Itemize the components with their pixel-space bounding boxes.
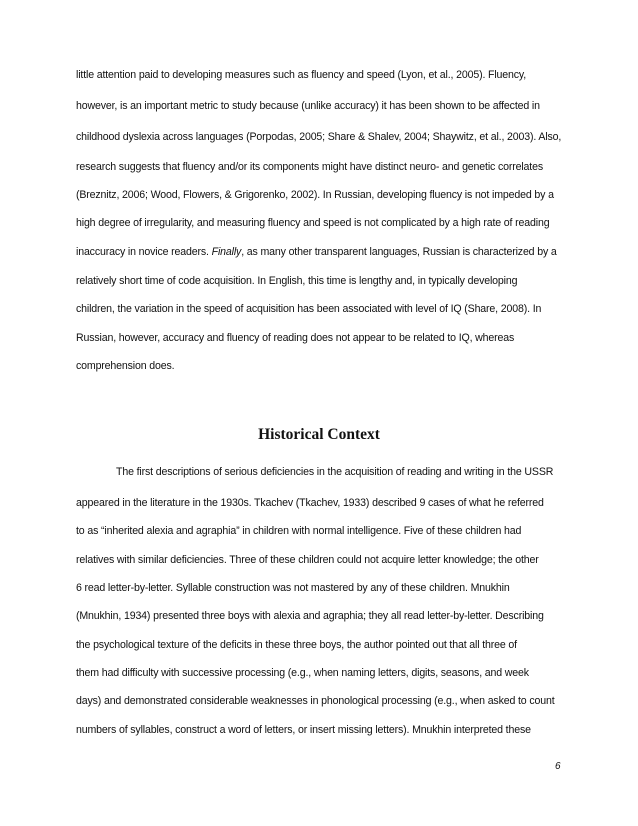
text-line: relatives with similar deficiencies. Three of these children could not acquire letter knowledge; the other [76, 554, 539, 566]
text-line [76, 245, 557, 259]
text-line: appeared in the literature in the 1930s. Tkachev (Tkachev, 1933) described 9 cases of what he referred [76, 497, 544, 509]
text-line: relatively short time of code acquisition. In English, this time is lengthy and, in typically developing [76, 275, 518, 287]
text-line: the psychological texture of the deficits in these three boys, the author pointed out that all three of [76, 639, 517, 651]
italic-word: Finally [211, 246, 242, 258]
text-line: (Breznitz, 2006; Wood, Flowers, & Grigorenko, 2002). In Russian, developing fluency is not impeded by a [76, 189, 554, 201]
text-line: childhood dyslexia across languages (Porpodas, 2005; Share & Shalev, 2004; Shaywitz, et al., 2003). Also, [76, 131, 562, 143]
section-heading: Historical Context [258, 426, 380, 443]
text-line: Russian, however, accuracy and fluency of reading does not appear to be related to IQ, whereas [76, 332, 515, 344]
text-line: to as “inherited alexia and agraphia” in children with normal intelligence. Five of these children had [76, 525, 522, 537]
text-line: numbers of syllables, construct a word of letters, or insert missing letters). Mnukhin interpreted these [76, 724, 531, 736]
text-line: high degree of irregularity, and measuring fluency and speed is not complicated by a high rate of reading [76, 217, 550, 229]
text-line: comprehension does. [76, 360, 175, 372]
text-line: 6 read letter-by-letter. Syllable construction was not mastered by any of these children. Mnukhin [76, 582, 510, 594]
text-line: (Mnukhin, 1934) presented three boys with alexia and agraphia; they all read letter-by-letter. Describing [76, 610, 544, 622]
text-line: them had difficulty with successive processing (e.g., when naming letters, digits, seasons, and week [76, 667, 529, 679]
text-line: children, the variation in the speed of acquisition has been associated with level of IQ (Share, 2008). In [76, 303, 542, 315]
text-line: The first descriptions of serious deficiencies in the acquisition of reading and writing in the USSR [116, 466, 554, 478]
text-line: however, is an important metric to study because (unlike accuracy) it has been shown to be affected in [76, 100, 540, 112]
text-span: inaccuracy in novice readers. [76, 246, 212, 258]
text-line: days) and demonstrated considerable weaknesses in phonological processing (e.g., when asked to count [76, 695, 555, 707]
text-line: little attention paid to developing measures such as fluency and speed (Lyon, et al., 2005). Fluency, [76, 69, 527, 81]
page-number: 6 [555, 761, 561, 772]
text-span: , as many other transparent languages, Russian is characterized by a [241, 246, 557, 258]
text-line: research suggests that fluency and/or its components might have distinct neuro- and genetic correlates [76, 161, 543, 173]
